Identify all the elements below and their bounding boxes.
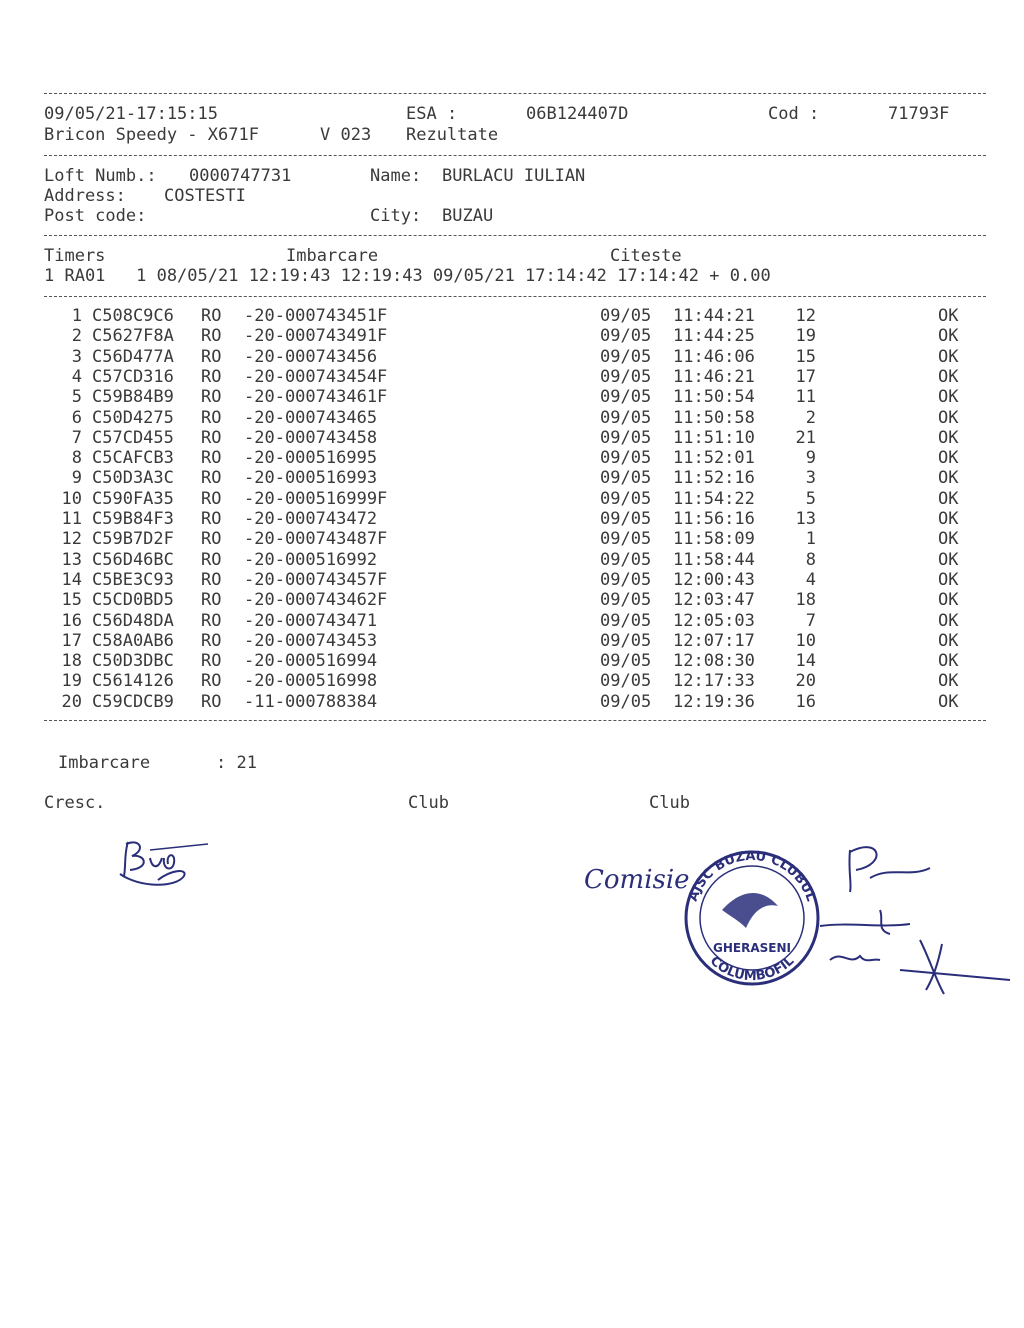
arrival-date: 09/05 (600, 306, 652, 326)
basket-position: 21 (795, 427, 816, 448)
arrival-date: 09/05 (600, 326, 652, 347)
basket-position: 8 (805, 549, 816, 570)
pigeon-chip-id: C57CD455 (92, 427, 174, 448)
table-row (0, 347, 1024, 367)
ring-number: -20-000516993 (244, 468, 378, 489)
row-number: 11 (61, 509, 82, 529)
country-code: RO (201, 387, 222, 408)
imbarcare-column-label: Imbarcare (286, 246, 379, 266)
country-code: RO (201, 610, 222, 631)
row-number: 3 (71, 346, 82, 367)
row-number: 5 (71, 387, 82, 408)
arrival-date: 09/05 (600, 407, 652, 428)
arrival-time: 11:58:44 (673, 549, 755, 570)
arrival-time: 12:17:33 (673, 671, 755, 692)
country-code: RO (201, 366, 222, 387)
arrival-date: 09/05 (600, 630, 652, 651)
arrival-date: 09/05 (600, 346, 652, 367)
row-number: 4 (71, 366, 82, 387)
arrival-time: 11:50:58 (673, 407, 755, 428)
arrival-time: 11:46:06 (673, 346, 755, 367)
basket-position: 3 (805, 468, 816, 489)
country-code: RO (201, 326, 222, 347)
table-row (0, 550, 1024, 570)
separator-loft (44, 235, 986, 236)
table-row (0, 448, 1024, 468)
basket-position: 7 (805, 610, 816, 631)
ring-number: -20-000743465 (244, 407, 378, 428)
basket-position: 15 (795, 346, 816, 367)
arrival-time: 12:00:43 (673, 569, 755, 590)
ring-number: -20-000743472 (244, 509, 378, 529)
arrival-time: 12:19:36 (673, 691, 755, 712)
table-row (0, 590, 1024, 610)
arrival-date: 09/05 (600, 671, 652, 692)
arrival-time: 12:08:30 (673, 651, 755, 672)
status-text: OK (938, 610, 959, 631)
arrival-date: 09/05 (600, 448, 652, 469)
status-text: OK (938, 671, 959, 692)
citeste-column-label: Citeste (610, 246, 682, 266)
status-text: OK (938, 468, 959, 489)
pigeon-chip-id: C56D477A (92, 346, 174, 367)
status-text: OK (938, 448, 959, 469)
loft-number: 0000747731 (189, 166, 292, 186)
country-code: RO (201, 448, 222, 469)
arrival-date: 09/05 (600, 569, 652, 590)
country-code: RO (201, 549, 222, 570)
arrival-date: 09/05 (600, 427, 652, 448)
basket-position: 5 (805, 488, 816, 509)
row-number: 1 (71, 306, 82, 326)
status-text: OK (938, 651, 959, 672)
table-row (0, 631, 1024, 651)
separator-top (44, 93, 986, 94)
ring-number: -20-000743451F (244, 306, 388, 326)
arrival-date: 09/05 (600, 529, 652, 550)
pigeon-chip-id: C5CAFCB3 (92, 448, 174, 469)
row-number: 18 (61, 651, 82, 672)
status-text: OK (938, 326, 959, 347)
country-code: RO (201, 630, 222, 651)
ring-number: -20-000743457F (244, 569, 388, 590)
imbarcare-summary-label: Imbarcare (58, 753, 151, 773)
table-row (0, 326, 1024, 346)
country-code: RO (201, 468, 222, 489)
row-number: 13 (61, 549, 82, 570)
pigeon-chip-id: C58A0AB6 (92, 630, 174, 651)
system-name: Bricon Speedy - X671F (44, 125, 259, 145)
status-text: OK (938, 590, 959, 611)
country-code: RO (201, 488, 222, 509)
ring-number: -20-000743471 (244, 610, 378, 631)
basket-position: 12 (795, 306, 816, 326)
ring-number: -20-000516998 (244, 671, 378, 692)
ring-number: -20-000743487F (244, 529, 388, 550)
basket-position: 18 (795, 590, 816, 611)
pigeon-chip-id: C57CD316 (92, 366, 174, 387)
basket-position: 2 (805, 407, 816, 428)
imbarcare-summary-value: : 21 (216, 753, 257, 773)
postcode-label: Post code: (44, 206, 147, 226)
pigeon-chip-id: C59B84B9 (92, 387, 174, 408)
status-text: OK (938, 549, 959, 570)
table-row (0, 671, 1024, 691)
stamp-top-text: AJSC BUZAU CLUBUL (685, 848, 819, 904)
cod-label: Cod : (768, 104, 820, 124)
status-text: OK (938, 630, 959, 651)
row-number: 17 (61, 630, 82, 651)
club-stamp (686, 849, 819, 984)
status-text: OK (938, 529, 959, 550)
pigeon-chip-id: C59CDCB9 (92, 691, 174, 712)
table-row (0, 408, 1024, 428)
timers-label: Timers (44, 246, 106, 266)
separator-header (44, 155, 986, 156)
arrival-date: 09/05 (600, 366, 652, 387)
svg-text:COLUMBOFIL (707, 954, 797, 985)
separator-results (44, 720, 986, 721)
ring-number: -20-000743454F (244, 366, 388, 387)
country-code: RO (201, 346, 222, 367)
pigeon-chip-id: C5627F8A (92, 326, 174, 347)
basket-position: 9 (805, 448, 816, 469)
arrival-date: 09/05 (600, 509, 652, 529)
name-label: Name: (370, 166, 422, 186)
basket-position: 19 (795, 326, 816, 347)
status-text: OK (938, 509, 959, 529)
pigeon-chip-id: C5BE3C93 (92, 569, 174, 590)
basket-position: 11 (795, 387, 816, 408)
commission-signatures-icon (580, 830, 1020, 1010)
arrival-time: 11:54:22 (673, 488, 755, 509)
arrival-time: 12:05:03 (673, 610, 755, 631)
country-code: RO (201, 529, 222, 550)
club-label-1: Club (408, 793, 449, 813)
row-number: 20 (61, 691, 82, 712)
address-label: Address: (44, 186, 126, 206)
report-type: Rezultate (406, 125, 499, 145)
status-text: OK (938, 488, 959, 509)
table-row (0, 529, 1024, 549)
pigeon-chip-id: C50D4275 (92, 407, 174, 428)
row-number: 10 (61, 488, 82, 509)
table-row (0, 692, 1024, 712)
country-code: RO (201, 509, 222, 529)
ring-number: -20-000516999F (244, 488, 388, 509)
row-number: 14 (61, 569, 82, 590)
ring-number: -20-000516994 (244, 651, 378, 672)
basket-position: 13 (795, 509, 816, 529)
loft-number-label: Loft Numb.: (44, 166, 157, 186)
arrival-date: 09/05 (600, 651, 652, 672)
arrival-date: 09/05 (600, 488, 652, 509)
basket-position: 1 (805, 529, 816, 550)
ring-number: -20-000743453 (244, 630, 378, 651)
country-code: RO (201, 569, 222, 590)
ring-number: -20-000743456 (244, 346, 378, 367)
country-code: RO (201, 306, 222, 326)
arrival-time: 11:44:21 (673, 306, 755, 326)
esa-label: ESA : (406, 104, 458, 124)
row-number: 8 (71, 448, 82, 469)
esa-value: 06B124407D (526, 104, 629, 124)
arrival-time: 11:46:21 (673, 366, 755, 387)
row-number: 16 (61, 610, 82, 631)
pigeon-chip-id: C56D46BC (92, 549, 174, 570)
table-row (0, 387, 1024, 407)
city-label: City: (370, 206, 422, 226)
table-row (0, 651, 1024, 671)
basket-position: 10 (795, 630, 816, 651)
table-row (0, 509, 1024, 529)
arrival-time: 12:03:47 (673, 590, 755, 611)
timer-line: 1 RA01 1 08/05/21 12:19:43 12:19:43 09/05/21 17:14:42 17:14:42 + 0.00 (44, 266, 771, 286)
ring-number: -11-000788384 (244, 691, 378, 712)
pigeon-chip-id: C5614126 (92, 671, 174, 692)
arrival-time: 11:52:01 (673, 448, 755, 469)
row-number: 7 (71, 427, 82, 448)
arrival-date: 09/05 (600, 387, 652, 408)
status-text: OK (938, 387, 959, 408)
arrival-date: 09/05 (600, 610, 652, 631)
table-row (0, 367, 1024, 387)
country-code: RO (201, 427, 222, 448)
pigeon-chip-id: C50D3DBC (92, 651, 174, 672)
basket-position: 14 (795, 651, 816, 672)
club-label-2: Club (649, 793, 690, 813)
table-row (0, 489, 1024, 509)
status-text: OK (938, 306, 959, 326)
basket-position: 16 (795, 691, 816, 712)
basket-position: 4 (805, 569, 816, 590)
status-text: OK (938, 366, 959, 387)
pigeon-chip-id: C590FA35 (92, 488, 174, 509)
table-row (0, 611, 1024, 631)
arrival-date: 09/05 (600, 468, 652, 489)
system-version: V 023 (320, 125, 372, 145)
pigeon-chip-id: C59B7D2F (92, 529, 174, 550)
arrival-time: 11:50:54 (673, 387, 755, 408)
status-text: OK (938, 427, 959, 448)
arrival-time: 11:58:09 (673, 529, 755, 550)
row-number: 12 (61, 529, 82, 550)
ring-number: -20-000743461F (244, 387, 388, 408)
pigeon-chip-id: C50D3A3C (92, 468, 174, 489)
table-row (0, 428, 1024, 448)
row-number: 2 (71, 326, 82, 347)
table-row (0, 570, 1024, 590)
comisie-handwriting: Comisie (584, 865, 690, 895)
country-code: RO (201, 691, 222, 712)
table-row (0, 306, 1024, 326)
arrival-time: 11:44:25 (673, 326, 755, 347)
breeder-signature-icon (110, 830, 230, 900)
status-text: OK (938, 691, 959, 712)
table-row (0, 468, 1024, 488)
separator-timers (44, 296, 986, 297)
ring-number: -20-000516992 (244, 549, 378, 570)
arrival-date: 09/05 (600, 590, 652, 611)
ring-number: -20-000743458 (244, 427, 378, 448)
owner-name: BURLACU IULIAN (442, 166, 586, 186)
cresc-label: Cresc. (44, 793, 106, 813)
basket-position: 17 (795, 366, 816, 387)
arrival-time: 11:52:16 (673, 468, 755, 489)
arrival-date: 09/05 (600, 549, 652, 570)
basket-position: 20 (795, 671, 816, 692)
ring-number: -20-000743462F (244, 590, 388, 611)
arrival-time: 11:51:10 (673, 427, 755, 448)
stamp-bottom-text: COLUMBOFIL (706, 953, 798, 985)
country-code: RO (201, 407, 222, 428)
row-number: 6 (71, 407, 82, 428)
pigeon-chip-id: C56D48DA (92, 610, 174, 631)
arrival-date: 09/05 (600, 691, 652, 712)
status-text: OK (938, 407, 959, 428)
stamp-center-text: GHERASENI (713, 941, 791, 955)
report-datetime: 09/05/21-17:15:15 (44, 104, 218, 124)
pigeon-chip-id: C59B84F3 (92, 509, 174, 529)
pigeon-chip-id: C508C9C6 (92, 306, 174, 326)
status-text: OK (938, 569, 959, 590)
pigeon-chip-id: C5CD0BD5 (92, 590, 174, 611)
row-number: 19 (61, 671, 82, 692)
country-code: RO (201, 671, 222, 692)
address-value: COSTESTI (164, 186, 246, 206)
arrival-time: 12:07:17 (673, 630, 755, 651)
ring-number: -20-000743491F (244, 326, 388, 347)
city-value: BUZAU (442, 206, 494, 226)
country-code: RO (201, 651, 222, 672)
country-code: RO (201, 590, 222, 611)
row-number: 15 (61, 590, 82, 611)
row-number: 9 (71, 468, 82, 489)
status-text: OK (938, 346, 959, 367)
ring-number: -20-000516995 (244, 448, 378, 469)
cod-value: 71793F (888, 104, 950, 124)
arrival-time: 11:56:16 (673, 509, 755, 529)
